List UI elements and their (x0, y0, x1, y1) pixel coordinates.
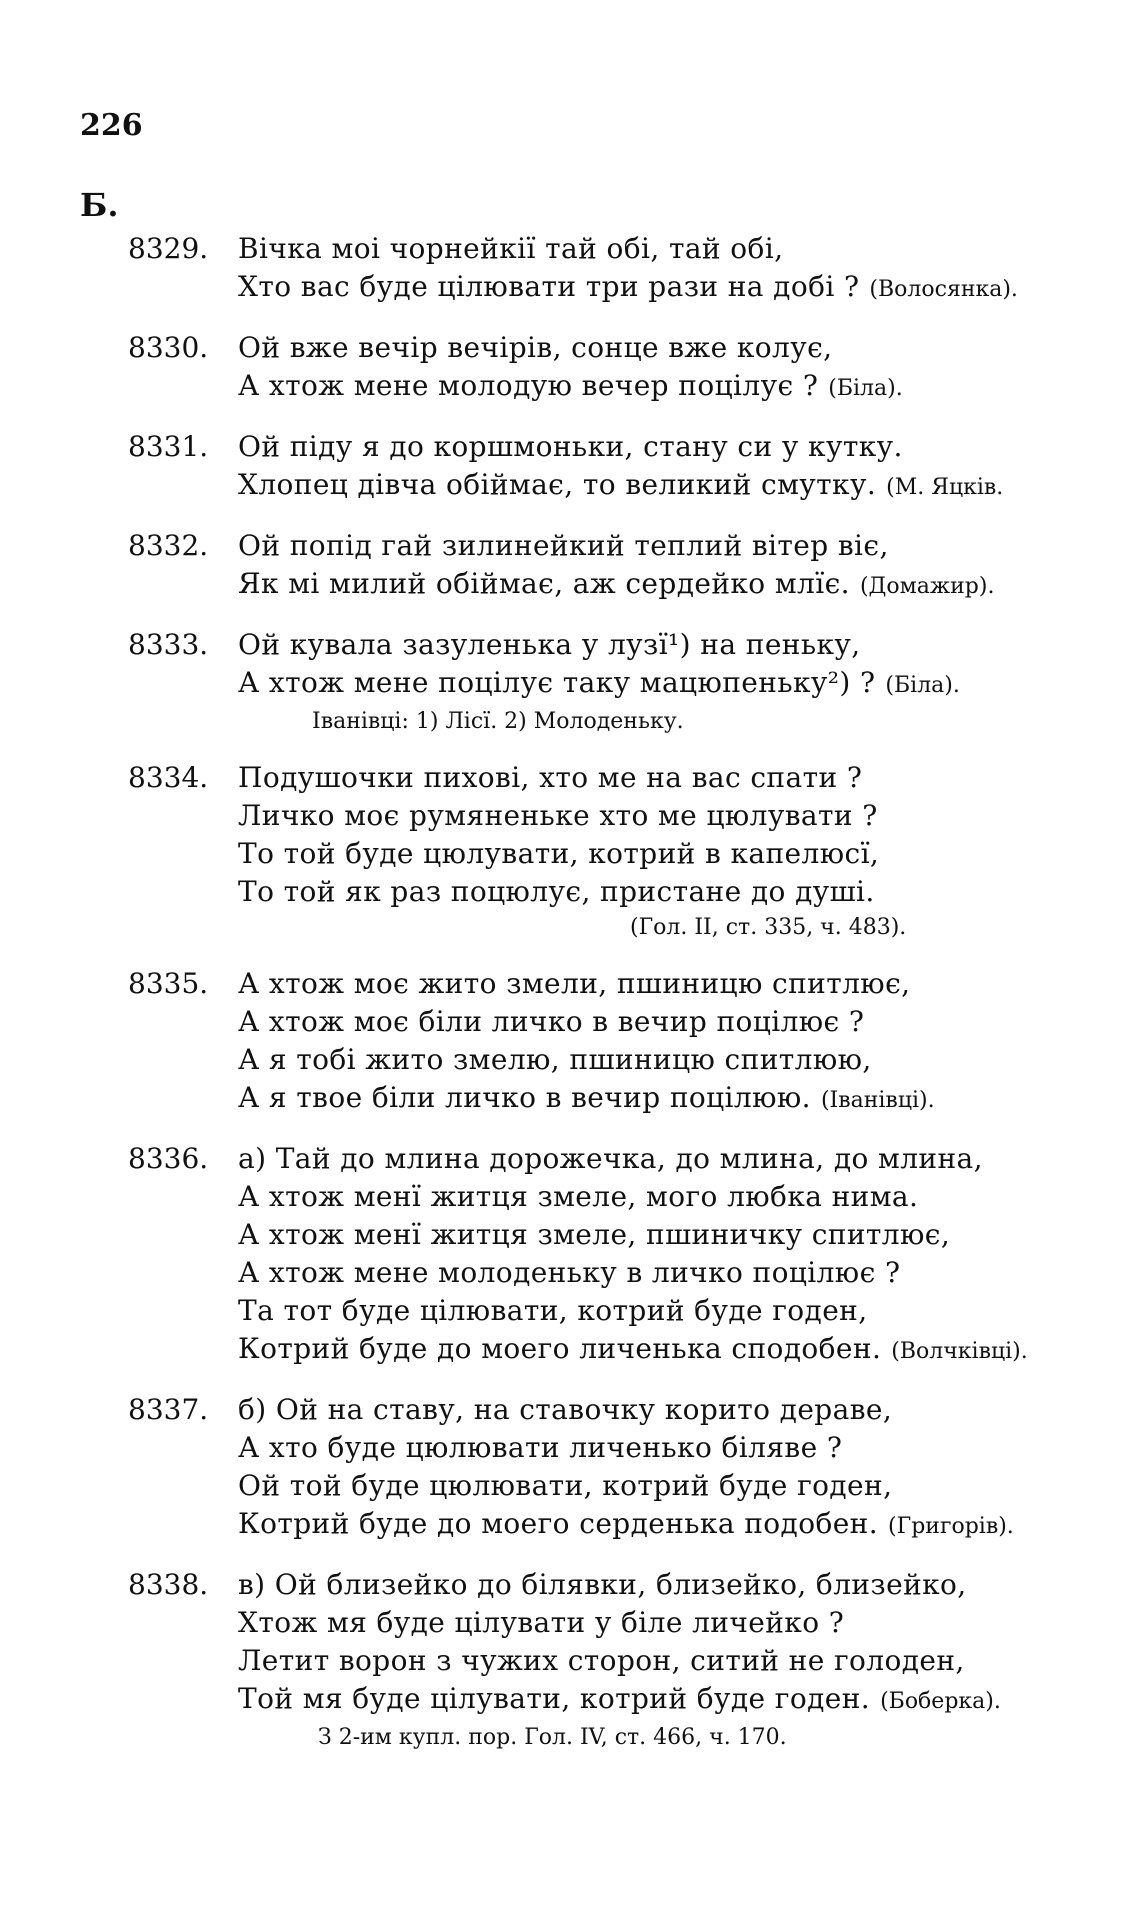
footnote: Іванівці: 1) Лісї. 2) Молоденьку. (312, 709, 684, 734)
verse-line: Котрий буде до моего личенька сподобен. (238, 1332, 882, 1365)
entry-8330 (0, 329, 1140, 408)
entry-8336 (0, 1140, 1140, 1371)
verse-line: Ой вже вечір вечірів, сонце вже колує, (238, 331, 833, 364)
entries-list (0, 230, 1140, 1755)
source-label: (Боберка). (880, 1689, 1001, 1714)
verse-line: в) Ой близейко до білявки, близейко, близейко, (238, 1568, 967, 1601)
source-label: (Біла). (885, 673, 960, 698)
verse-line: б) Ой на ставу, на ставочку корито дераве, (238, 1393, 893, 1426)
entry-8337 (0, 1391, 1140, 1546)
verse-line: А хтож мене поцілує таку мацюпеньку²) ? (238, 666, 876, 699)
source-label: (Домажир). (859, 574, 995, 599)
section-label: Б. (80, 186, 119, 224)
verse-line: Та тот буде цілювати, котрий буде годен, (238, 1294, 868, 1327)
verse-line: Личко моє румяненьке хто ме цюлувати ? (238, 799, 878, 832)
verse-line: А хто буде цюлювати личенько біляве ? (238, 1431, 843, 1464)
verse-line: То той буде цюлувати, котрий в капелюсї, (238, 837, 880, 870)
verse-line: А хтож моє жито змели, пшиницю спитлює, (238, 967, 911, 1000)
verse-line: А хтож мене молоденьку в личко поцілює ? (238, 1256, 901, 1289)
page-number: 226 (80, 108, 143, 143)
entry-8335 (0, 965, 1140, 1120)
verse-line: А хтож менї житця змеле, пшиничку спитлює, (238, 1218, 951, 1251)
entry-number: 8337. (128, 1393, 209, 1426)
verse-line: Хтож мя буде цілувати у біле личейко ? (238, 1606, 845, 1639)
verse-line: Летит ворон з чужих сторон, ситий не голоден, (238, 1644, 965, 1677)
verse-line: Вічка моі чорнейкії тай обі, тай обі, (238, 232, 784, 265)
entry-8329 (0, 230, 1140, 309)
verse-line: Хто вас буде цілювати три рази на добі ? (238, 270, 860, 303)
entry-number: 8329. (128, 232, 209, 265)
verse-line: Хлопец дівча обіймає, то великий смутку. (238, 468, 877, 501)
entry-number: 8336. (128, 1142, 209, 1175)
entry-number: 8331. (128, 430, 209, 463)
comparison-note: З 2-им купл. пор. Гол. IV, ст. 466, ч. 170. (318, 1725, 787, 1750)
verse-line: Ой піду я до коршмоньки, стану си у кутку. (238, 430, 903, 463)
verse-line: А хтож моє біли личко в вечир поцілює ? (238, 1005, 865, 1038)
entry-number: 8334. (128, 761, 209, 794)
verse-line: А хтож мене молодую вечер поцілує ? (238, 369, 819, 402)
verse-line: А я тобі жито змелю, пшиницю спитлюю, (238, 1043, 872, 1076)
entry-number: 8338. (128, 1568, 209, 1601)
verse-line: Ой попід гай зилинейкий теплий вітер віє, (238, 529, 889, 562)
entry-number: 8332. (128, 529, 209, 562)
entry-8338 (0, 1566, 1140, 1755)
verse-line: а) Тай до млина дорожечка, до млина, до млина, (238, 1142, 983, 1175)
verse-line: Ой той буде цюлювати, котрий буде годен, (238, 1469, 893, 1502)
source-label: (М. Яцків. (886, 475, 1004, 500)
reference-note: (Гол. II, ст. 335, ч. 483). (630, 915, 907, 940)
source-label: (Григорів). (888, 1514, 1014, 1539)
verse-line: А я твое біли личко в вечир поцілюю. (238, 1081, 811, 1114)
entry-number: 8335. (128, 967, 209, 1000)
verse-line: Той мя буде цілувати, котрий буде годен. (238, 1682, 871, 1715)
verse-line: Ой кувала зазуленька у лузї¹) на пеньку, (238, 628, 861, 661)
verse-line: Як мі милий обіймає, аж сердейко млїє. (238, 567, 850, 600)
entry-number: 8330. (128, 331, 209, 364)
verse-line: То той як раз поцюлує, пристане до душі. (238, 875, 875, 908)
entry-number: 8333. (128, 628, 209, 661)
source-label: (Волосянка). (869, 277, 1018, 302)
verse-line: А хтож менї житця змеле, мого любка нима. (238, 1180, 919, 1213)
entry-8333 (0, 626, 1140, 739)
verse-line: Подушочки пихові, хто ме на вас спати ? (238, 761, 863, 794)
source-label: (Іванівці). (820, 1088, 935, 1113)
source-label: (Біла). (828, 376, 903, 401)
entry-8334 (0, 759, 1140, 945)
source-label: (Волчківці). (891, 1339, 1028, 1364)
verse-line: Котрий буде до моего серденька подобен. (238, 1507, 879, 1540)
entry-8332 (0, 527, 1140, 606)
entry-8331 (0, 428, 1140, 507)
